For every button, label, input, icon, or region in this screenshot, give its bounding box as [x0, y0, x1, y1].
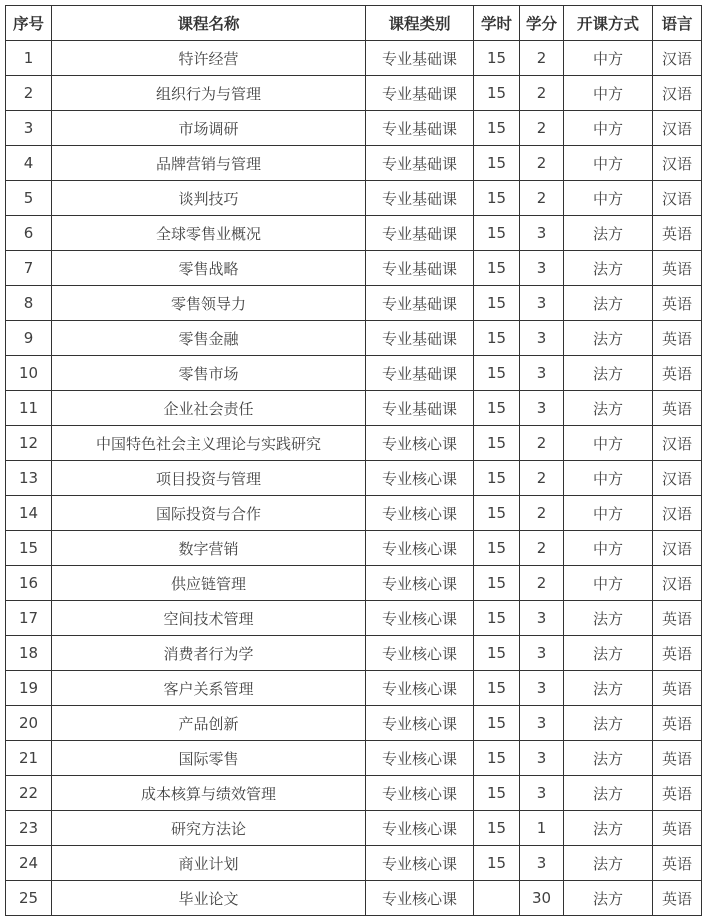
table-row [6, 706, 702, 741]
cell-delivery-mode: 法方 [564, 846, 653, 881]
cell-course-name: 零售领导力 [52, 286, 366, 321]
header-delivery-mode: 开课方式 [564, 6, 653, 41]
cell-delivery-mode: 法方 [564, 811, 653, 846]
cell-credits: 2 [520, 461, 564, 496]
cell-no: 17 [6, 601, 52, 636]
cell-no: 15 [6, 531, 52, 566]
table-row [6, 671, 702, 706]
cell-language: 汉语 [653, 146, 702, 181]
cell-delivery-mode: 法方 [564, 706, 653, 741]
cell-course-type: 专业基础课 [366, 356, 474, 391]
table-row [6, 566, 702, 601]
cell-no: 23 [6, 811, 52, 846]
cell-delivery-mode: 法方 [564, 601, 653, 636]
cell-no: 3 [6, 111, 52, 146]
cell-hours: 15 [474, 286, 520, 321]
cell-delivery-mode: 法方 [564, 741, 653, 776]
cell-language: 英语 [653, 251, 702, 286]
cell-course-type: 专业核心课 [366, 496, 474, 531]
cell-delivery-mode: 中方 [564, 41, 653, 76]
header-row [6, 6, 702, 41]
cell-course-name: 客户关系管理 [52, 671, 366, 706]
cell-credits: 1 [520, 811, 564, 846]
cell-hours: 15 [474, 636, 520, 671]
cell-course-type: 专业基础课 [366, 146, 474, 181]
cell-course-type: 专业基础课 [366, 391, 474, 426]
cell-hours: 15 [474, 706, 520, 741]
cell-credits: 2 [520, 531, 564, 566]
table-row [6, 461, 702, 496]
cell-course-name: 零售战略 [52, 251, 366, 286]
cell-language: 汉语 [653, 41, 702, 76]
cell-hours: 15 [474, 216, 520, 251]
cell-delivery-mode: 中方 [564, 181, 653, 216]
cell-hours: 15 [474, 111, 520, 146]
table-row [6, 776, 702, 811]
cell-no: 13 [6, 461, 52, 496]
cell-hours: 15 [474, 566, 520, 601]
cell-no: 1 [6, 41, 52, 76]
cell-course-name: 国际投资与合作 [52, 496, 366, 531]
cell-language: 汉语 [653, 111, 702, 146]
cell-course-name: 中国特色社会主义理论与实践研究 [52, 426, 366, 461]
cell-course-name: 数字营销 [52, 531, 366, 566]
cell-course-type: 专业核心课 [366, 776, 474, 811]
cell-credits: 3 [520, 391, 564, 426]
cell-course-name: 产品创新 [52, 706, 366, 741]
cell-course-type: 专业基础课 [366, 321, 474, 356]
cell-no: 20 [6, 706, 52, 741]
cell-language: 英语 [653, 881, 702, 916]
cell-course-type: 专业核心课 [366, 566, 474, 601]
cell-credits: 3 [520, 741, 564, 776]
cell-delivery-mode: 法方 [564, 321, 653, 356]
cell-credits: 2 [520, 426, 564, 461]
table-row [6, 76, 702, 111]
cell-no: 24 [6, 846, 52, 881]
cell-course-name: 研究方法论 [52, 811, 366, 846]
cell-course-type: 专业基础课 [366, 76, 474, 111]
cell-delivery-mode: 法方 [564, 391, 653, 426]
cell-no: 18 [6, 636, 52, 671]
cell-course-type: 专业基础课 [366, 216, 474, 251]
cell-delivery-mode: 法方 [564, 881, 653, 916]
cell-credits: 2 [520, 111, 564, 146]
cell-delivery-mode: 法方 [564, 356, 653, 391]
cell-hours: 15 [474, 846, 520, 881]
cell-course-type: 专业核心课 [366, 636, 474, 671]
table-row [6, 146, 702, 181]
table-row [6, 846, 702, 881]
cell-course-name: 国际零售 [52, 741, 366, 776]
cell-credits: 2 [520, 146, 564, 181]
cell-no: 4 [6, 146, 52, 181]
cell-no: 9 [6, 321, 52, 356]
table-row [6, 496, 702, 531]
header-hours: 学时 [474, 6, 520, 41]
table-row [6, 251, 702, 286]
cell-language: 英语 [653, 811, 702, 846]
cell-course-type: 专业核心课 [366, 811, 474, 846]
cell-language: 汉语 [653, 76, 702, 111]
cell-no: 6 [6, 216, 52, 251]
cell-language: 英语 [653, 776, 702, 811]
cell-credits: 2 [520, 496, 564, 531]
cell-language: 英语 [653, 216, 702, 251]
cell-credits: 2 [520, 41, 564, 76]
table-header [6, 6, 702, 41]
table-row [6, 41, 702, 76]
cell-hours: 15 [474, 496, 520, 531]
cell-course-type: 专业核心课 [366, 426, 474, 461]
cell-course-type: 专业核心课 [366, 601, 474, 636]
header-language: 语言 [653, 6, 702, 41]
table-row [6, 811, 702, 846]
cell-language: 汉语 [653, 531, 702, 566]
cell-no: 7 [6, 251, 52, 286]
table-row [6, 426, 702, 461]
cell-no: 25 [6, 881, 52, 916]
cell-course-name: 空间技术管理 [52, 601, 366, 636]
cell-course-name: 项目投资与管理 [52, 461, 366, 496]
cell-course-type: 专业基础课 [366, 41, 474, 76]
table-row [6, 741, 702, 776]
cell-credits: 3 [520, 636, 564, 671]
header-credits: 学分 [520, 6, 564, 41]
cell-hours: 15 [474, 356, 520, 391]
cell-language: 英语 [653, 846, 702, 881]
cell-hours: 15 [474, 426, 520, 461]
table-row [6, 181, 702, 216]
cell-credits: 30 [520, 881, 564, 916]
cell-course-type: 专业核心课 [366, 846, 474, 881]
cell-course-name: 特许经营 [52, 41, 366, 76]
cell-delivery-mode: 法方 [564, 251, 653, 286]
cell-no: 14 [6, 496, 52, 531]
cell-hours: 15 [474, 181, 520, 216]
cell-course-name: 谈判技巧 [52, 181, 366, 216]
cell-delivery-mode: 中方 [564, 531, 653, 566]
cell-course-type: 专业基础课 [366, 181, 474, 216]
cell-course-name: 零售金融 [52, 321, 366, 356]
cell-hours: 15 [474, 601, 520, 636]
cell-language: 汉语 [653, 461, 702, 496]
table-body [6, 41, 702, 916]
table-row [6, 636, 702, 671]
cell-language: 汉语 [653, 496, 702, 531]
cell-delivery-mode: 法方 [564, 216, 653, 251]
cell-delivery-mode: 法方 [564, 671, 653, 706]
cell-credits: 2 [520, 566, 564, 601]
cell-hours: 15 [474, 146, 520, 181]
cell-course-name: 零售市场 [52, 356, 366, 391]
cell-delivery-mode: 中方 [564, 496, 653, 531]
cell-course-name: 品牌营销与管理 [52, 146, 366, 181]
cell-delivery-mode: 中方 [564, 146, 653, 181]
cell-course-name: 毕业论文 [52, 881, 366, 916]
cell-hours: 15 [474, 531, 520, 566]
cell-credits: 2 [520, 181, 564, 216]
cell-hours: 15 [474, 776, 520, 811]
cell-no: 22 [6, 776, 52, 811]
header-no: 序号 [6, 6, 52, 41]
cell-language: 英语 [653, 706, 702, 741]
cell-credits: 3 [520, 776, 564, 811]
cell-course-type: 专业基础课 [366, 286, 474, 321]
cell-no: 16 [6, 566, 52, 601]
cell-credits: 3 [520, 321, 564, 356]
cell-no: 8 [6, 286, 52, 321]
cell-hours: 15 [474, 321, 520, 356]
cell-delivery-mode: 中方 [564, 426, 653, 461]
cell-delivery-mode: 中方 [564, 461, 653, 496]
cell-language: 英语 [653, 356, 702, 391]
cell-credits: 3 [520, 846, 564, 881]
cell-credits: 3 [520, 216, 564, 251]
cell-course-name: 消费者行为学 [52, 636, 366, 671]
cell-language: 英语 [653, 671, 702, 706]
cell-course-type: 专业核心课 [366, 531, 474, 566]
cell-delivery-mode: 中方 [564, 76, 653, 111]
cell-credits: 3 [520, 286, 564, 321]
cell-language: 汉语 [653, 426, 702, 461]
cell-credits: 3 [520, 356, 564, 391]
course-table [5, 5, 702, 916]
cell-language: 英语 [653, 741, 702, 776]
header-course-name: 课程名称 [52, 6, 366, 41]
cell-course-name: 商业计划 [52, 846, 366, 881]
cell-language: 英语 [653, 391, 702, 426]
cell-language: 英语 [653, 601, 702, 636]
cell-delivery-mode: 法方 [564, 636, 653, 671]
cell-hours: 15 [474, 76, 520, 111]
table-row [6, 321, 702, 356]
cell-language: 英语 [653, 636, 702, 671]
cell-credits: 3 [520, 706, 564, 741]
cell-course-type: 专业核心课 [366, 881, 474, 916]
table-row [6, 216, 702, 251]
cell-hours: 15 [474, 461, 520, 496]
cell-delivery-mode: 中方 [564, 566, 653, 601]
cell-no: 11 [6, 391, 52, 426]
cell-course-type: 专业基础课 [366, 251, 474, 286]
cell-course-type: 专业基础课 [366, 111, 474, 146]
table-row [6, 601, 702, 636]
cell-language: 汉语 [653, 181, 702, 216]
cell-course-type: 专业核心课 [366, 741, 474, 776]
cell-no: 19 [6, 671, 52, 706]
cell-hours: 15 [474, 741, 520, 776]
cell-hours [474, 881, 520, 916]
cell-course-name: 市场调研 [52, 111, 366, 146]
cell-no: 12 [6, 426, 52, 461]
table-row [6, 531, 702, 566]
cell-hours: 15 [474, 391, 520, 426]
table-row [6, 111, 702, 146]
cell-hours: 15 [474, 41, 520, 76]
cell-course-type: 专业核心课 [366, 461, 474, 496]
cell-no: 5 [6, 181, 52, 216]
cell-language: 英语 [653, 286, 702, 321]
cell-language: 英语 [653, 321, 702, 356]
cell-course-name: 供应链管理 [52, 566, 366, 601]
cell-hours: 15 [474, 251, 520, 286]
table-row [6, 881, 702, 916]
header-course-type: 课程类别 [366, 6, 474, 41]
table-row [6, 286, 702, 321]
cell-hours: 15 [474, 671, 520, 706]
cell-delivery-mode: 法方 [564, 286, 653, 321]
cell-credits: 3 [520, 671, 564, 706]
cell-delivery-mode: 法方 [564, 776, 653, 811]
cell-course-name: 全球零售业概况 [52, 216, 366, 251]
cell-course-name: 成本核算与绩效管理 [52, 776, 366, 811]
cell-credits: 3 [520, 251, 564, 286]
cell-course-type: 专业核心课 [366, 671, 474, 706]
table-row [6, 356, 702, 391]
cell-no: 21 [6, 741, 52, 776]
cell-no: 2 [6, 76, 52, 111]
cell-delivery-mode: 中方 [564, 111, 653, 146]
cell-credits: 2 [520, 76, 564, 111]
cell-course-name: 企业社会责任 [52, 391, 366, 426]
cell-hours: 15 [474, 811, 520, 846]
table-row [6, 391, 702, 426]
cell-course-name: 组织行为与管理 [52, 76, 366, 111]
cell-credits: 3 [520, 601, 564, 636]
cell-language: 汉语 [653, 566, 702, 601]
cell-course-type: 专业核心课 [366, 706, 474, 741]
cell-no: 10 [6, 356, 52, 391]
